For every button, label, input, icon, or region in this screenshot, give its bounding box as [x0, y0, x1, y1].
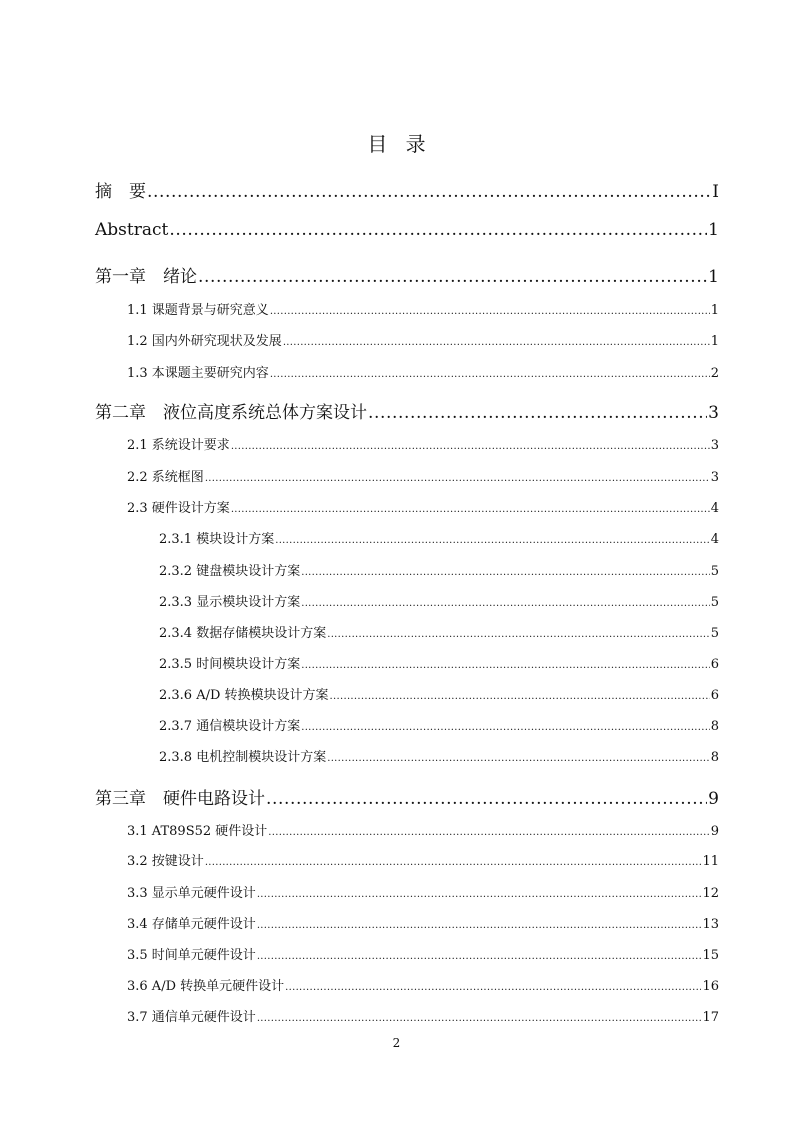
toc-entry[interactable]: [159, 653, 719, 672]
toc-entry[interactable]: [159, 622, 719, 641]
toc-entry-page: 3: [708, 403, 719, 423]
toc-entry-page: 3: [710, 470, 719, 485]
toc-entry-page: 9: [708, 789, 719, 809]
toc-dot-leader: [368, 403, 707, 423]
toc-entry[interactable]: [127, 362, 719, 381]
toc-entry-page: 2: [710, 366, 719, 381]
toc-entry-label: 3.7 通信单元硬件设计: [127, 1010, 256, 1025]
toc-dot-leader: [257, 1010, 702, 1025]
toc-entry[interactable]: [127, 497, 719, 516]
toc-entry-label: 2.3.1 模块设计方案: [159, 532, 275, 547]
toc-entry-page: 1: [710, 303, 719, 318]
toc-entry-label: 摘 要: [95, 182, 146, 202]
toc-entry-page: 12: [702, 886, 719, 901]
toc-entry[interactable]: [127, 975, 719, 994]
toc-entry-page: 8: [710, 719, 719, 734]
toc-entry-page: 9: [710, 824, 719, 839]
toc-dot-leader: [327, 626, 710, 641]
toc-dot-leader: [266, 789, 707, 809]
toc-entry[interactable]: [127, 466, 719, 485]
toc-dot-leader: [285, 979, 701, 994]
toc-entry[interactable]: [95, 398, 719, 423]
toc-entry-page: 4: [710, 501, 719, 516]
toc-entry-page: 15: [702, 948, 719, 963]
toc-entry-label: 1.1 课题背景与研究意义: [127, 303, 269, 318]
toc-entry[interactable]: [159, 591, 719, 610]
toc-title: [0, 128, 793, 157]
toc-dot-leader: [275, 532, 710, 547]
toc-entry[interactable]: [159, 528, 719, 547]
toc-entry-label: 3.6 A/D 转换单元硬件设计: [127, 979, 285, 994]
toc-entry-label: 2.3.8 电机控制模块设计方案: [159, 750, 327, 765]
title-char-1: 目: [367, 132, 388, 156]
toc-entry-page: 6: [710, 688, 719, 703]
toc-entry-label: 3.1 AT89S52 硬件设计: [127, 824, 268, 839]
toc-dot-leader: [301, 595, 710, 610]
toc-entry-label: 1.3 本课题主要研究内容: [127, 366, 269, 381]
toc-entry-label: 2.3.6 A/D 转换模块设计方案: [159, 688, 329, 703]
toc-dot-leader: [205, 470, 710, 485]
toc-dot-leader: [283, 334, 710, 349]
toc-entry-page: 3: [710, 438, 719, 453]
toc-entry[interactable]: [127, 850, 719, 869]
toc-dot-leader: [270, 366, 710, 381]
toc-entry-page: 8: [710, 750, 719, 765]
toc-entry-label: Abstract: [95, 220, 169, 240]
toc-entry-page: 13: [702, 917, 719, 932]
toc-entry-label: 3.4 存储单元硬件设计: [127, 917, 256, 932]
toc-dot-leader: [257, 917, 702, 932]
toc-entry-label: 3.2 按键设计: [127, 854, 204, 869]
toc-entry[interactable]: [95, 784, 719, 809]
toc-dot-leader: [330, 688, 710, 703]
toc-entry[interactable]: [159, 715, 719, 734]
toc-entry-label: 2.1 系统设计要求: [127, 438, 230, 453]
toc-dot-leader: [231, 438, 710, 453]
toc-dot-leader: [270, 303, 710, 318]
toc-entry[interactable]: [95, 220, 719, 240]
toc-entry[interactable]: [159, 560, 719, 579]
toc-entry-label: 第一章 绪论: [95, 267, 197, 287]
toc-dot-leader: [301, 657, 710, 672]
toc-entry[interactable]: [127, 913, 719, 932]
toc-dot-leader: [198, 267, 707, 287]
toc-entry-page: 5: [710, 564, 719, 579]
toc-entry-label: 2.3 硬件设计方案: [127, 501, 230, 516]
toc-entry[interactable]: [127, 944, 719, 963]
toc-entry-label: 2.3.2 键盘模块设计方案: [159, 564, 301, 579]
toc-entry-page: 16: [702, 979, 719, 994]
toc-entry-page: 5: [710, 595, 719, 610]
toc-dot-leader: [257, 948, 702, 963]
toc-entry-label: 第三章 硬件电路设计: [95, 789, 265, 809]
toc-entry[interactable]: [127, 434, 719, 453]
toc-entry[interactable]: [127, 882, 719, 901]
toc-entry-label: 2.3.7 通信模块设计方案: [159, 719, 301, 734]
toc-entry-page: 1: [710, 334, 719, 349]
toc-entry-label: 2.3.3 显示模块设计方案: [159, 595, 301, 610]
toc-dot-leader: [205, 854, 702, 869]
toc-entry[interactable]: [95, 177, 719, 202]
toc-dot-leader: [147, 182, 711, 202]
toc-entry[interactable]: [127, 299, 719, 318]
toc-entry-page: 11: [702, 854, 719, 869]
toc-entry-page: 6: [710, 657, 719, 672]
toc-entry[interactable]: [159, 746, 719, 765]
title-char-2: 录: [405, 132, 426, 156]
toc-entry-page: 5: [710, 626, 719, 641]
toc-entry-label: 1.2 国内外研究现状及发展: [127, 334, 282, 349]
toc-entry-label: 3.5 时间单元硬件设计: [127, 948, 256, 963]
toc-entry[interactable]: [127, 820, 719, 839]
toc-entry-label: 2.3.5 时间模块设计方案: [159, 657, 301, 672]
toc-entry-label: 2.2 系统框图: [127, 470, 204, 485]
toc-entry-label: 3.3 显示单元硬件设计: [127, 886, 256, 901]
toc-entry[interactable]: [159, 684, 719, 703]
toc-entry-page: 17: [702, 1010, 719, 1025]
toc-entry-page: 1: [708, 267, 719, 287]
toc-dot-leader: [268, 824, 709, 839]
toc-entry-page: 4: [710, 532, 719, 547]
toc-dot-leader: [327, 750, 710, 765]
toc-dot-leader: [257, 886, 702, 901]
toc-entry-label: 2.3.4 数据存储模块设计方案: [159, 626, 327, 641]
toc-dot-leader: [169, 220, 707, 240]
toc-entry-page: 1: [708, 220, 719, 240]
toc-entry[interactable]: [127, 1006, 719, 1025]
toc-dot-leader: [301, 719, 710, 734]
toc-entry[interactable]: [95, 262, 719, 287]
page-number: 2: [392, 1036, 401, 1050]
toc-entry-label: 第二章 液位高度系统总体方案设计: [95, 403, 367, 423]
toc-dot-leader: [301, 564, 710, 579]
toc-entry[interactable]: [127, 330, 719, 349]
toc-dot-leader: [231, 501, 710, 516]
toc-entry-page: I: [712, 182, 719, 202]
